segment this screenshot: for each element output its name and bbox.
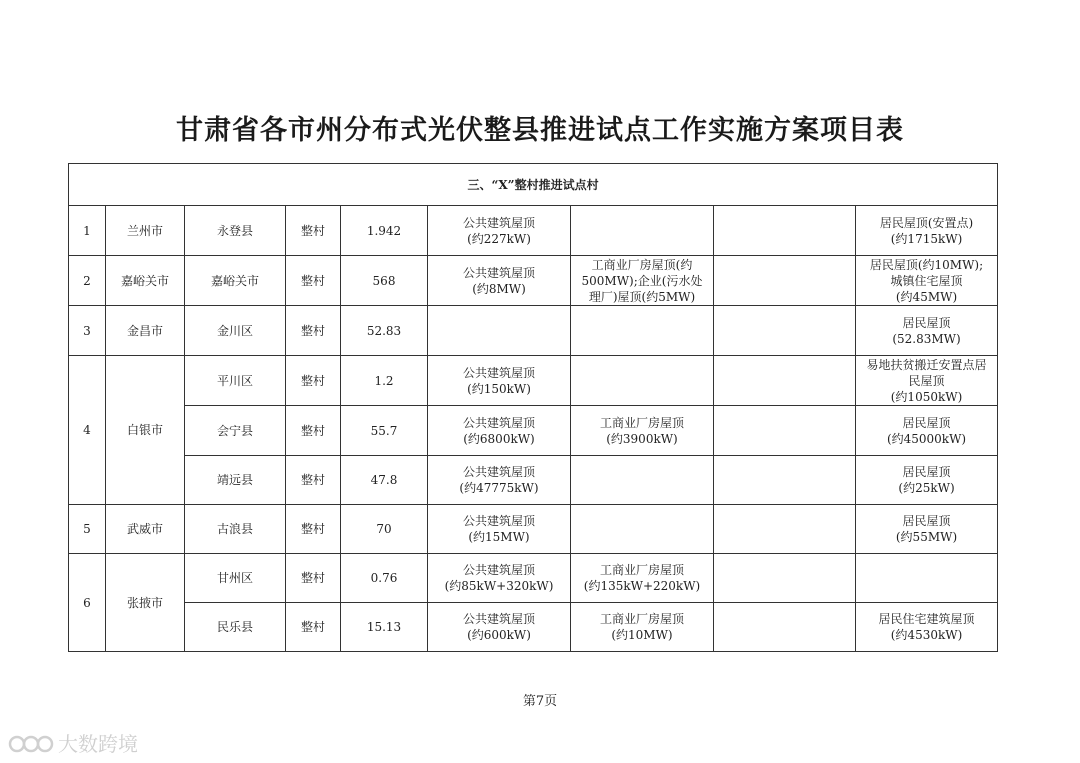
residential-cell: 居民屋顶(安置点) (约1715kW) — [856, 206, 998, 256]
capacity-cell: 1.2 — [341, 356, 428, 406]
capacity-cell: 55.7 — [341, 406, 428, 456]
public-building-cell: 公共建筑屋顶 (约85kW+320kW) — [428, 554, 571, 603]
page-title: 甘肃省各市州分布式光伏整县推进试点工作实施方案项目表 — [176, 115, 904, 146]
watermark — [8, 728, 138, 757]
residential-cell: 居民屋顶 (约45000kW) — [856, 406, 998, 456]
section-row — [69, 164, 998, 206]
table-row — [69, 456, 998, 505]
city-cell: 武威市 — [106, 505, 185, 554]
type-cell: 整村 — [286, 406, 341, 456]
capacity-cell: 0.76 — [341, 554, 428, 603]
county-cell: 民乐县 — [185, 603, 286, 652]
other-cell — [714, 406, 856, 456]
county-cell: 平川区 — [185, 356, 286, 406]
row-number: 3 — [69, 306, 106, 356]
city-cell: 金昌市 — [106, 306, 185, 356]
capacity-cell: 47.8 — [341, 456, 428, 505]
other-cell — [714, 356, 856, 406]
watermark-text: 大数跨境 — [58, 732, 138, 756]
county-cell: 永登县 — [185, 206, 286, 256]
other-cell — [714, 206, 856, 256]
capacity-cell: 1.942 — [341, 206, 428, 256]
other-cell — [714, 256, 856, 306]
county-cell: 靖远县 — [185, 456, 286, 505]
capacity-cell: 15.13 — [341, 603, 428, 652]
table-row — [69, 554, 998, 603]
industrial-cell: 工商业厂房屋顶 (约135kW+220kW) — [571, 554, 714, 603]
capacity-cell: 568 — [341, 256, 428, 306]
city-cell: 嘉峪关市 — [106, 256, 185, 306]
residential-cell: 居民屋顶(约10MW); 城镇住宅屋顶 (约45MW) — [856, 256, 998, 306]
county-cell: 金川区 — [185, 306, 286, 356]
industrial-cell — [571, 505, 714, 554]
row-number: 5 — [69, 505, 106, 554]
row-number: 4 — [69, 356, 106, 505]
other-cell — [714, 554, 856, 603]
public-building-cell — [428, 306, 571, 356]
row-number: 2 — [69, 256, 106, 306]
brand-logo-icon — [8, 730, 54, 756]
table-row — [69, 356, 998, 406]
industrial-cell — [571, 306, 714, 356]
residential-cell: 居民屋顶 (52.83MW) — [856, 306, 998, 356]
page-number: 第7页 — [522, 694, 558, 709]
public-building-cell: 公共建筑屋顶 (约47775kW) — [428, 456, 571, 505]
type-cell: 整村 — [286, 256, 341, 306]
county-cell: 古浪县 — [185, 505, 286, 554]
table-row — [69, 406, 998, 456]
county-cell: 会宁县 — [185, 406, 286, 456]
type-cell: 整村 — [286, 206, 341, 256]
residential-cell: 易地扶贫搬迁安置点居 民屋顶 (约1050kW) — [856, 356, 998, 406]
public-building-cell: 公共建筑屋顶 (约600kW) — [428, 603, 571, 652]
industrial-cell: 工商业厂房屋顶 (约3900kW) — [571, 406, 714, 456]
industrial-cell — [571, 456, 714, 505]
public-building-cell: 公共建筑屋顶 (约8MW) — [428, 256, 571, 306]
industrial-cell: 工商业厂房屋顶(约 500MW);企业(污水处 理厂)屋顶(约5MW) — [571, 256, 714, 306]
other-cell — [714, 505, 856, 554]
table-row — [69, 306, 998, 356]
county-cell: 嘉峪关市 — [185, 256, 286, 306]
county-cell: 甘州区 — [185, 554, 286, 603]
row-number: 6 — [69, 554, 106, 652]
type-cell: 整村 — [286, 505, 341, 554]
type-cell: 整村 — [286, 306, 341, 356]
public-building-cell: 公共建筑屋顶 (约15MW) — [428, 505, 571, 554]
capacity-cell: 70 — [341, 505, 428, 554]
city-cell: 张掖市 — [106, 554, 185, 652]
row-number: 1 — [69, 206, 106, 256]
other-cell — [714, 456, 856, 505]
type-cell: 整村 — [286, 456, 341, 505]
type-cell: 整村 — [286, 603, 341, 652]
city-cell: 兰州市 — [106, 206, 185, 256]
public-building-cell: 公共建筑屋顶 (约227kW) — [428, 206, 571, 256]
industrial-cell: 工商业厂房屋顶 (约10MW) — [571, 603, 714, 652]
industrial-cell — [571, 206, 714, 256]
table-row — [69, 603, 998, 652]
industrial-cell — [571, 356, 714, 406]
table-row — [69, 256, 998, 306]
capacity-cell: 52.83 — [341, 306, 428, 356]
city-cell: 白银市 — [106, 356, 185, 505]
residential-cell: 居民住宅建筑屋顶 (约4530kW) — [856, 603, 998, 652]
type-cell: 整村 — [286, 554, 341, 603]
other-cell — [714, 603, 856, 652]
other-cell — [714, 306, 856, 356]
residential-cell: 居民屋顶 (约25kW) — [856, 456, 998, 505]
section-heading: 三、“X”整村推进试点村 — [69, 164, 998, 206]
project-table — [68, 163, 998, 652]
table-row — [69, 206, 998, 256]
public-building-cell: 公共建筑屋顶 (约150kW) — [428, 356, 571, 406]
table-row — [69, 505, 998, 554]
type-cell: 整村 — [286, 356, 341, 406]
public-building-cell: 公共建筑屋顶 (约6800kW) — [428, 406, 571, 456]
residential-cell — [856, 554, 998, 603]
residential-cell: 居民屋顶 (约55MW) — [856, 505, 998, 554]
